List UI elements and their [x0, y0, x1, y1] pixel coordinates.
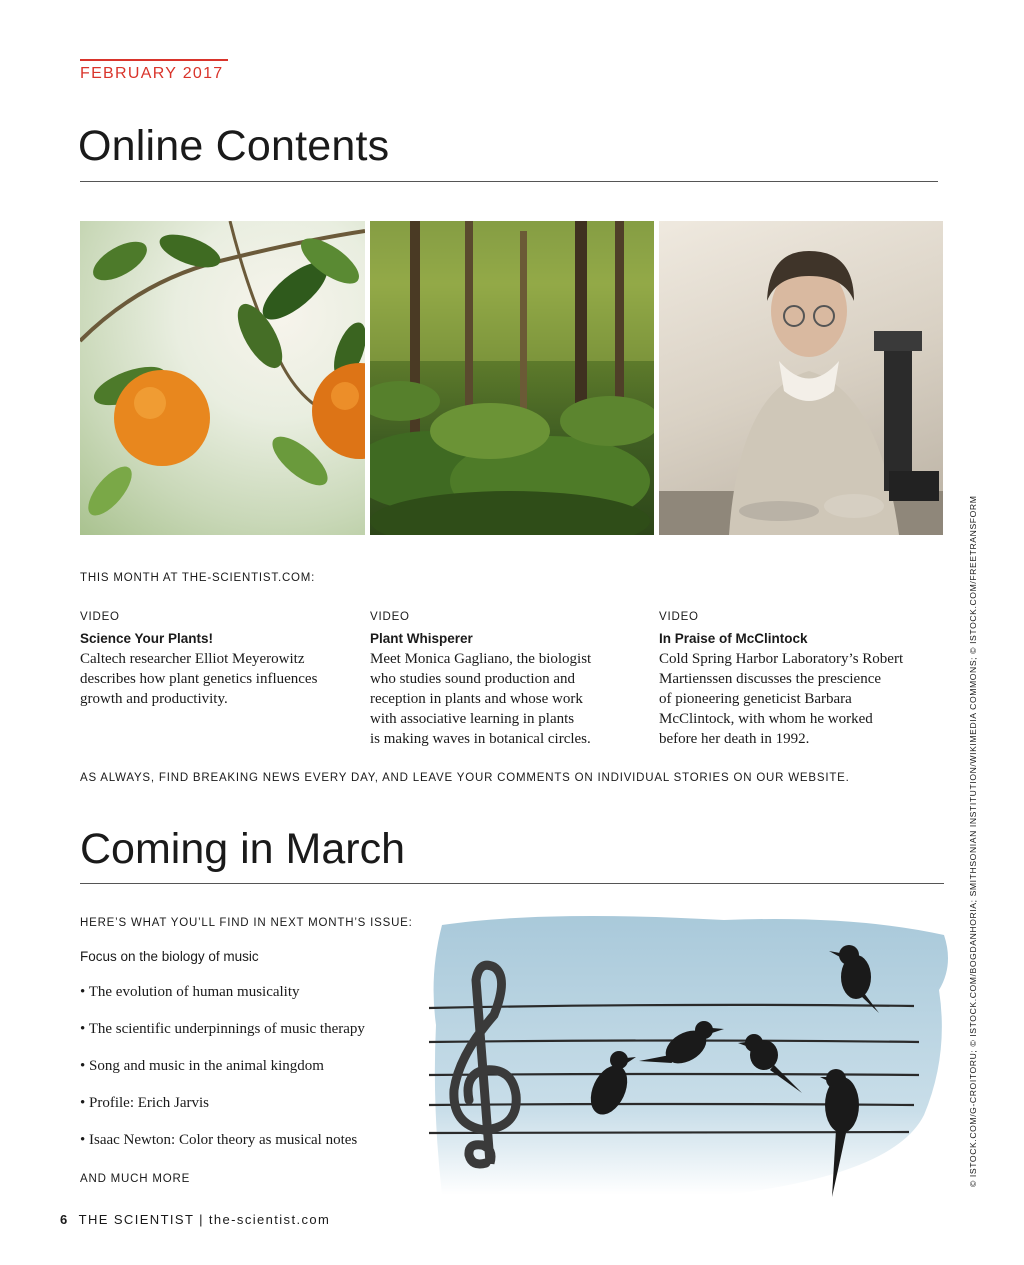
item-description [80, 649, 355, 709]
item-description-line: Martienssen discusses the prescience [659, 671, 882, 687]
list-item: • Profile: Erich Jarvis [80, 1095, 209, 1111]
item-kind-label: VIDEO [370, 611, 410, 623]
item-kind-label: VIDEO [80, 611, 120, 623]
item-title[interactable]: Plant Whisperer [370, 631, 473, 646]
item-description-line: Meet Monica Gagliano, the biologist [370, 651, 592, 667]
item-description [659, 649, 934, 749]
next-issue-label: HERE’S WHAT YOU’LL FIND IN NEXT MONTH’S ISSUE: [80, 917, 413, 929]
issue-date: FEBRUARY 2017 [80, 65, 224, 82]
rainforest-photo [370, 221, 654, 535]
focus-heading: Focus on the biology of music [80, 949, 259, 964]
item-description-line: growth and productivity. [80, 691, 228, 707]
and-much-more-label: AND MUCH MORE [80, 1173, 191, 1185]
list-item: • Song and music in the animal kingdom [80, 1058, 324, 1074]
page-footer [60, 1212, 330, 1227]
item-description-line: is making waves in botanical circles. [370, 731, 591, 747]
online-item-plant-whisperer [370, 611, 645, 749]
page-number: 6 [60, 1212, 69, 1227]
always-news-line: AS ALWAYS, FIND BREAKING NEWS EVERY DAY, AND LEAVE YOUR COMMENTS ON INDIVIDUAL STORIES ON OUR WEBSITE. [80, 772, 850, 784]
item-description-line: with associative learning in plants [370, 711, 575, 727]
publication-name: THE SCIENTIST | the-scientist.com [78, 1212, 331, 1227]
item-description-line: of pioneering geneticist Barbara [659, 691, 852, 707]
item-description-line: McClintock, with whom he worked [659, 711, 873, 727]
section-title-coming-in-march: Coming in March [80, 825, 405, 873]
item-description [370, 649, 645, 749]
barbara-mcclintock-photo [659, 221, 943, 535]
this-month-label: THIS MONTH AT THE-SCIENTIST.COM: [80, 572, 316, 584]
list-item: • Isaac Newton: Color theory as musical notes [80, 1132, 358, 1148]
online-item-science-your-plants [80, 611, 355, 709]
section-divider [80, 883, 944, 884]
item-description-line: before her death in 1992. [659, 731, 810, 747]
birds-on-staff-illustration [424, 905, 954, 1205]
oranges-photo [80, 221, 365, 535]
item-description-line: describes how plant genetics influences [80, 671, 318, 687]
item-description-line: who studies sound production and [370, 671, 575, 687]
photo-credit: © ISTOCK.COM/G-CROITORU; © ISTOCK.COM/BOGDANHORIA; SMITHSONIAN INSTITUTION/WIKIMEDIA COMMONS; © ISTOCK.COM/FREETRANSFORM [968, 495, 978, 1187]
section-title-online-contents: Online Contents [78, 122, 390, 170]
item-description-line: reception in plants and whose work [370, 691, 583, 707]
item-title[interactable]: In Praise of McClintock [659, 631, 808, 646]
list-item: • The evolution of human musicality [80, 984, 300, 1000]
item-description-line: Caltech researcher Elliot Meyerowitz [80, 651, 305, 667]
issue-date-rule [80, 59, 228, 61]
next-issue-list [80, 982, 365, 1167]
online-item-in-praise-of-mcclintock [659, 611, 934, 749]
section-divider [80, 181, 938, 182]
item-title[interactable]: Science Your Plants! [80, 631, 214, 646]
item-description-line: Cold Spring Harbor Laboratory’s Robert [659, 651, 904, 667]
list-item: • The scientific underpinnings of music therapy [80, 1021, 365, 1037]
item-kind-label: VIDEO [659, 611, 699, 623]
